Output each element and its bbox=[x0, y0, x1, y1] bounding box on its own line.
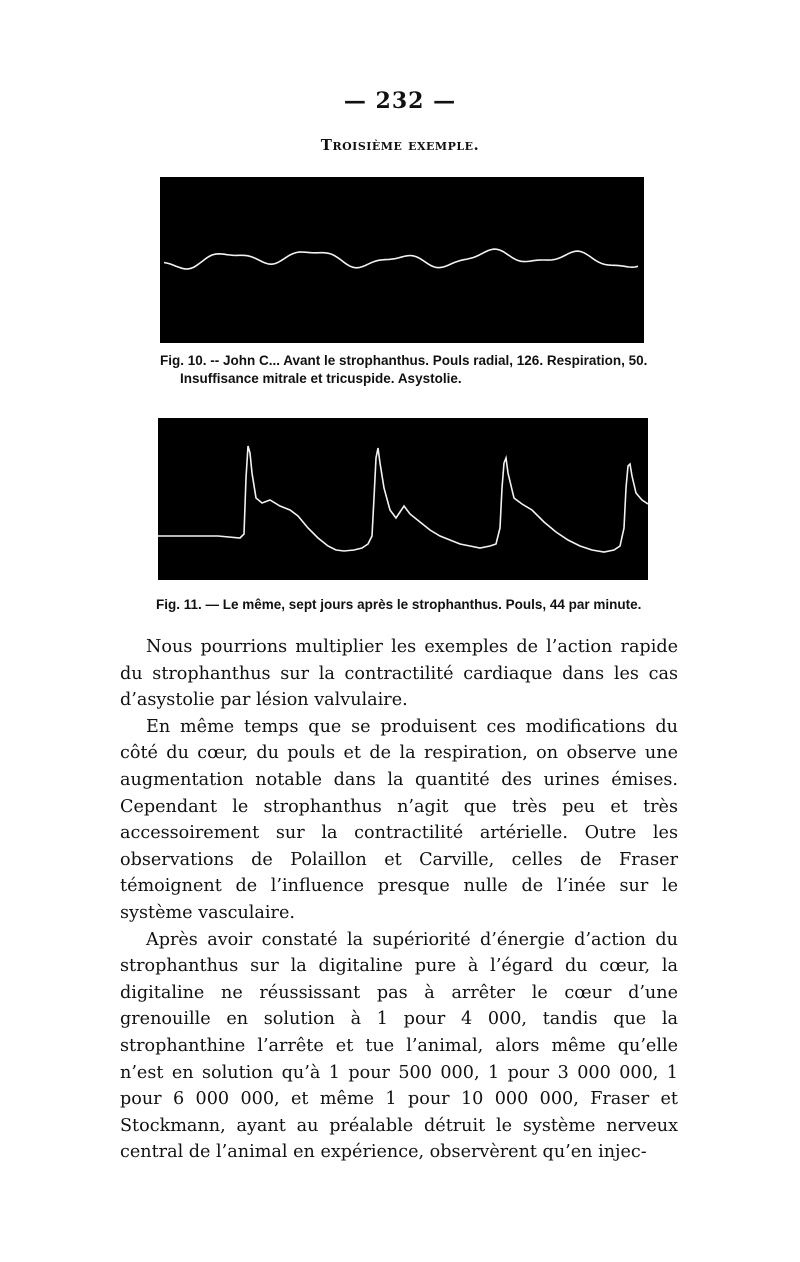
figure-10-caption-line2: Insuffisance mitrale et tricuspide. Asystolie. bbox=[180, 371, 462, 386]
body-text bbox=[120, 634, 678, 1166]
paragraph: En même temps que se produisent ces modifications du côté du cœur, du pouls et de la respiration, on observe une augmentation notable dans la quantité des urines émises. Cependant le strophanthus n’agit que très peu et très accessoirement sur la contractilité artérielle. Outre les observations de Polaillon et Carville, celles de Fraser témoignent de l’influence presque nulle de l’inée sur le système vasculaire. bbox=[120, 716, 678, 923]
figure-11-tracing bbox=[158, 418, 648, 580]
figure-10-tracing bbox=[160, 177, 644, 343]
figure-10-caption-line1: Fig. 10. -- John C... Avant le strophanthus. Pouls radial, 126. Respiration, 50. bbox=[160, 353, 648, 368]
paragraph: Après avoir constaté la supériorité d’énergie d’action du strophanthus sur la digitaline pure à l’égard du cœur, la digitaline ne réussissant pas à arrêter le cœur d’une grenouille en solution à 1 pour 4 000, tandis que la strophanthine l’arrête et tue l’animal, alors même qu’elle n’est en solution qu’à 1 pour 500 000, 1 pour 3 000 000, 1 pour 6 000 000, et même 1 pour 10 000 000, Fraser et Stockmann, ayant au préalable détruit le système nerveux central de l’animal en expérience, observèrent qu’en injec- bbox=[120, 929, 678, 1163]
figure-10-caption bbox=[160, 352, 690, 388]
paragraph: Nous pourrions multiplier les exemples de l’action rapide du strophanthus sur la contractilité cardiaque dans les cas d’asystolie par lésion valvulaire. bbox=[120, 637, 678, 711]
figure-10-waveform bbox=[164, 249, 638, 269]
figure-11-svg bbox=[158, 418, 648, 580]
section-title-text: Troisième exemple. bbox=[320, 136, 480, 154]
page-number: — 232 — bbox=[343, 88, 457, 114]
figure-10-svg bbox=[160, 177, 644, 343]
figure-11-waveform bbox=[158, 446, 648, 552]
figure-11-caption: Fig. 11. — Le même, sept jours après le strophanthus. Pouls, 44 par minute. bbox=[156, 597, 642, 612]
section-title bbox=[0, 136, 800, 154]
